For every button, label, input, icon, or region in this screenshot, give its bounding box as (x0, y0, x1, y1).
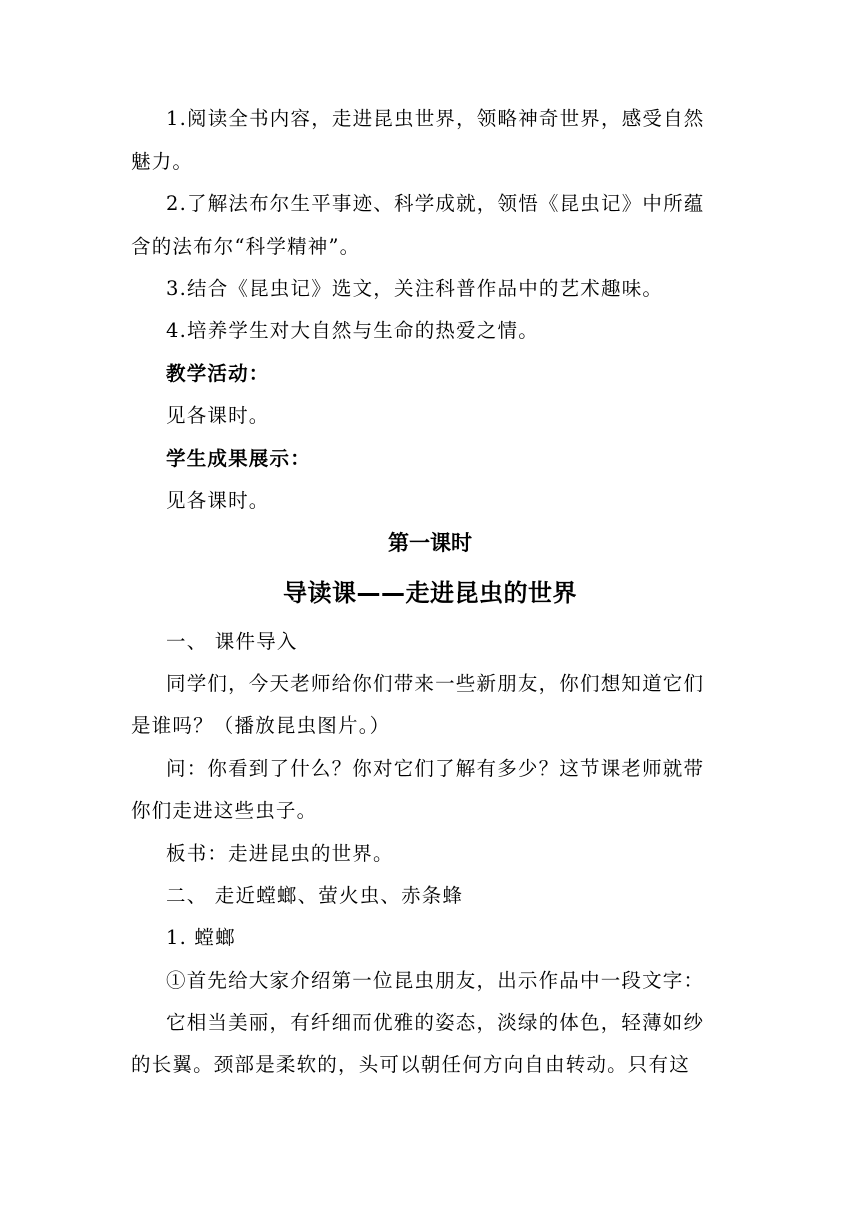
objective-3: 3.结合《昆虫记》选文，关注科普作品中的艺术趣味。 (166, 277, 664, 300)
section-1-board: 板书：走进昆虫的世界。 (166, 842, 394, 865)
section-1-para-2-line-2: 你们走进这些虫子。 (131, 799, 318, 822)
objective-1-line-2: 魅力。 (131, 150, 194, 173)
section-2-item-1: ①首先给大家介绍第一位昆虫朋友，出示作品中一段文字： (166, 969, 705, 992)
section-1-para-2-line-1: 问：你看到了什么？你对它们了解有多少？这节课老师就带 (166, 757, 705, 780)
teaching-activities-heading: 教学活动： (166, 362, 270, 385)
section-1-para-1-line-1: 同学们，今天老师给你们带来一些新朋友，你们想知道它们 (166, 672, 705, 695)
objective-4: 4.培养学生对大自然与生命的热爱之情。 (166, 319, 539, 342)
quote-line-1: 它相当美丽，有纤细而优雅的姿态，淡绿的体色，轻薄如纱 (166, 1011, 705, 1034)
objective-2-line-1: 2.了解法布尔生平事迹、科学成就，领悟《昆虫记》中所蕴 (166, 192, 705, 215)
section-1-para-1-line-2: 是谁吗？（播放昆虫图片。） (131, 714, 391, 737)
lesson-subtitle: 导读课——走进昆虫的世界 (283, 579, 577, 607)
objective-2-line-2: 含的法布尔“科学精神”。 (131, 235, 361, 258)
teaching-activities-text: 见各课时。 (166, 404, 270, 427)
student-results-text: 见各课时。 (166, 489, 270, 512)
section-2-sub-1: 1. 螳螂 (166, 926, 236, 949)
section-2-heading: 二、 走近螳螂、萤火虫、赤条蜂 (166, 884, 464, 907)
section-1-heading: 一、 课件导入 (166, 630, 298, 653)
objective-1-line-1: 1.阅读全书内容，走进昆虫世界，领略神奇世界，感受自然 (166, 107, 705, 130)
quote-line-2: 的长翼。颈部是柔软的，头可以朝任何方向自由转动。只有这 (131, 1053, 690, 1076)
student-results-heading: 学生成果展示： (166, 447, 311, 470)
lesson-title: 第一课时 (388, 531, 472, 555)
